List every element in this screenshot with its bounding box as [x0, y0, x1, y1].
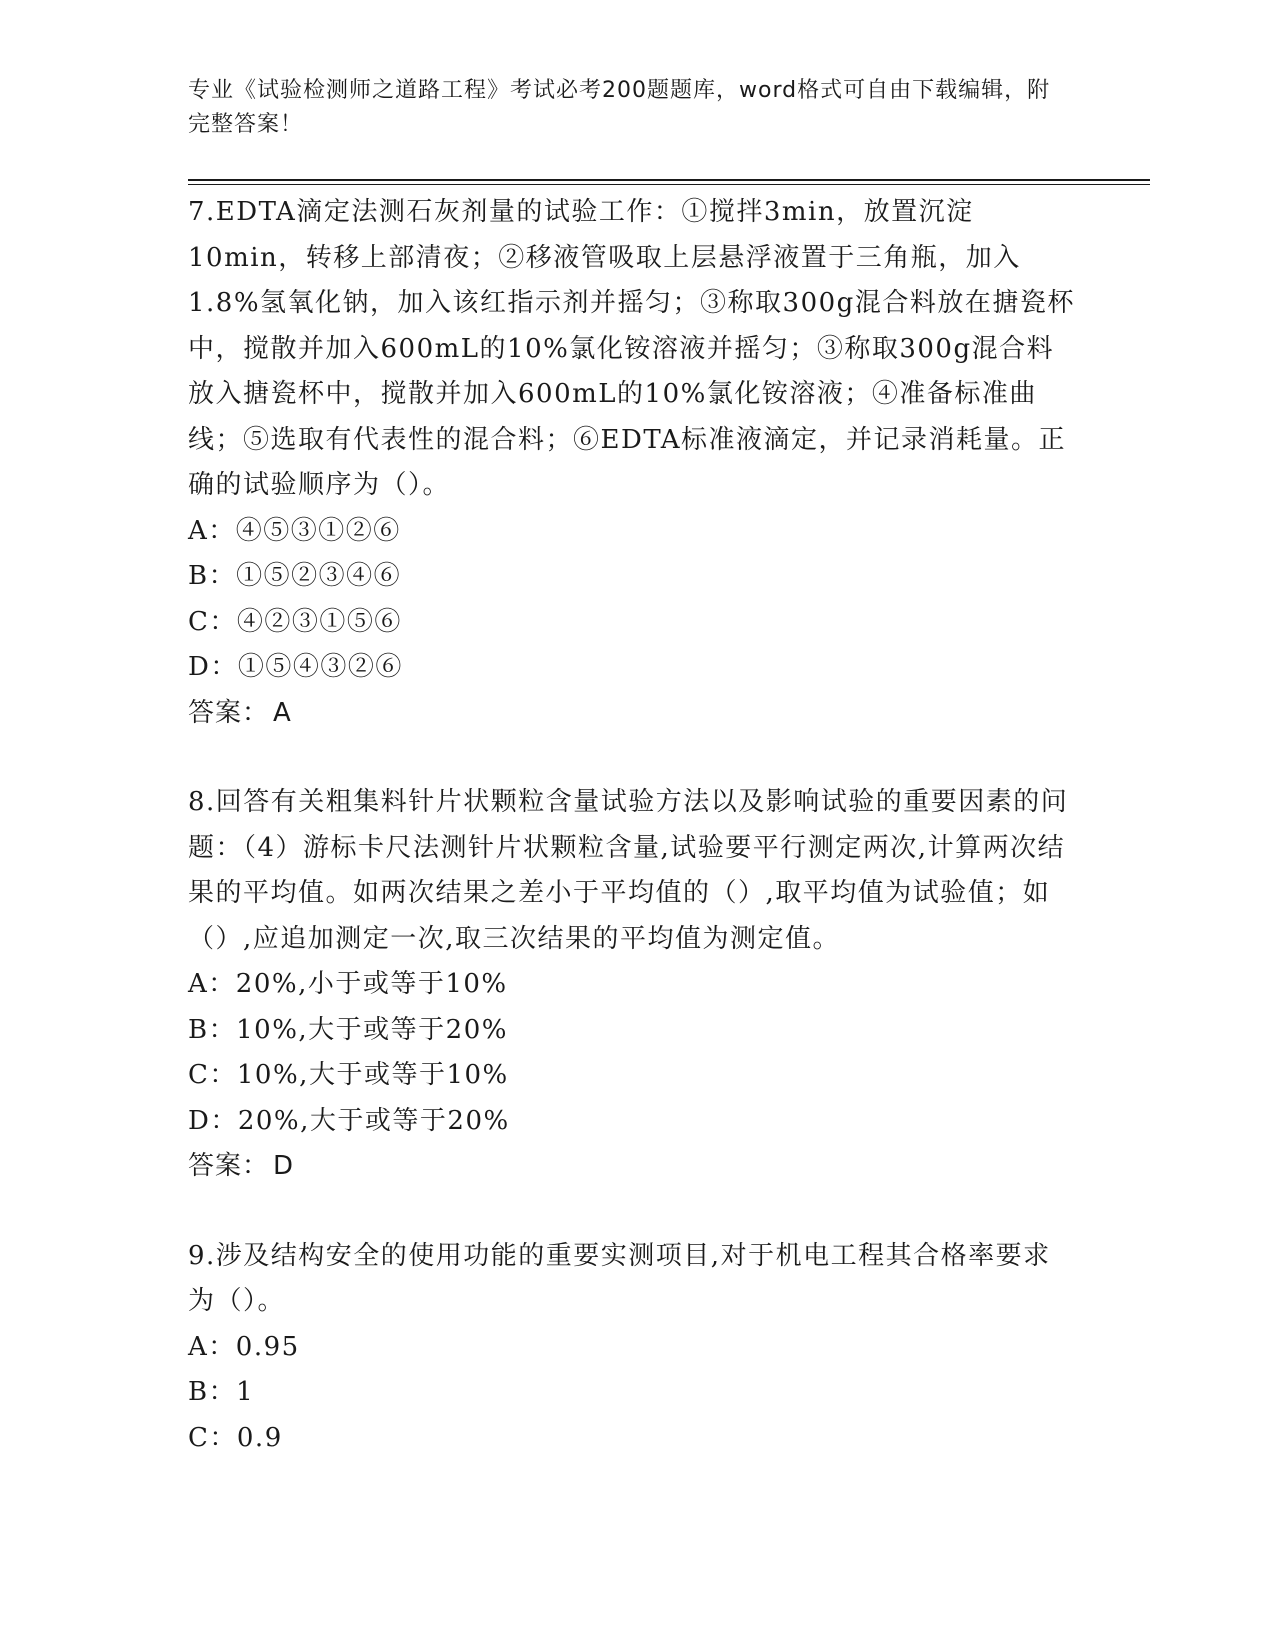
question-list	[188, 190, 1078, 1461]
document-header: 专业《试验检测师之道路工程》考试必考200题题库，word格式可自由下载编辑，附完整答案！	[188, 78, 1051, 137]
header-divider-thin	[188, 184, 1150, 185]
option-d: D：20%,大于或等于20%	[188, 1105, 510, 1136]
option-c: C：④②③①⑤⑥	[188, 606, 402, 637]
answer-label: 答案：	[188, 1151, 270, 1181]
option-a: A：④⑤③①②⑥	[188, 515, 401, 546]
answer	[188, 1144, 1078, 1190]
answer-label: 答案：	[188, 697, 270, 728]
header-divider-thick	[188, 179, 1150, 181]
option-a: A：0.95	[188, 1331, 300, 1362]
question-text: 9.涉及结构安全的使用功能的重要实测项目,对于机电工程其合格率要求为（）。	[188, 1240, 1051, 1316]
option-b: B：10%,大于或等于20%	[188, 1014, 508, 1045]
question-text: 7.EDTA滴定法测石灰剂量的试验工作：①搅拌3min，放置沉淀10min，转移上部清夜；②移液管吸取上层悬浮液置于三角瓶，加入1.8%氢氧化钠，加入该红指示剂并摇匀；③称取300g混合料放在搪瓷杯中，搅散并加入600mL的10%氯化铵溶液并摇匀；③称取300g混合料放入搪瓷杯中，搅散并加入600mL的10%氯化铵溶液；④准备标准曲线；⑤选取有代表性的混合料；⑥EDTA标准液滴定，并记录消耗量。正确的试验顺序为（）。	[188, 197, 1075, 500]
option-a: A：20%,小于或等于10%	[188, 969, 508, 999]
option-b: B：①⑤②③④⑥	[188, 561, 402, 591]
option-c: C：0.9	[188, 1422, 283, 1453]
question-9	[188, 1234, 1078, 1462]
answer-value: A	[273, 697, 292, 728]
answer-value: D	[273, 1151, 295, 1181]
option-c: C：10%,大于或等于10%	[188, 1060, 509, 1090]
answer	[188, 691, 1078, 737]
question-text: 8.回答有关粗集料针片状颗粒含量试验方法以及影响试验的重要因素的问题：（4）游标卡尺法测针片状颗粒含量,试验要平行测定两次,计算两次结果的平均值。如两次结果之差小于平均值的（）,取平均值为试验值；如（）,应追加测定一次,取三次结果的平均值为测定值。	[188, 787, 1069, 954]
question-7	[188, 190, 1078, 736]
question-8	[188, 780, 1078, 1190]
option-d: D：①⑤④③②⑥	[188, 652, 403, 682]
option-b: B：1	[188, 1377, 255, 1407]
